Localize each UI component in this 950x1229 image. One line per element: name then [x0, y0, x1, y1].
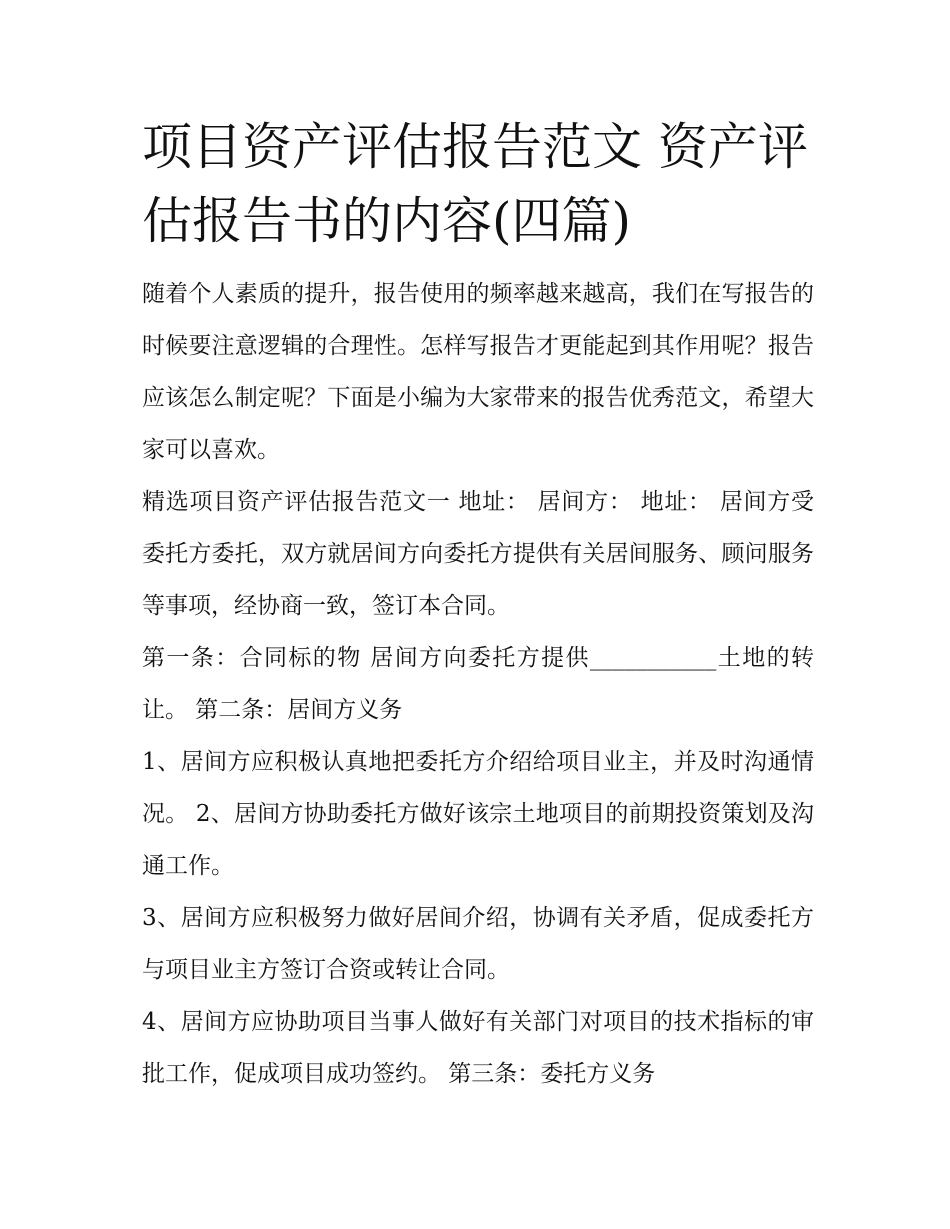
paragraph-clause-1-2: 1、居间方应积极认真地把委托方介绍给项目业主，并及时沟通情况。 2、居间方协助委托方做好该宗土地项目的前期投资策划及沟通工作。 [142, 749, 814, 879]
document-page [142, 110, 814, 1100]
paragraph-clause-3: 3、居间方应积极努力做好居间介绍，协调有关矛盾，促成委托方与项目业主方签订合资或转让合同。 [142, 905, 814, 983]
document-title: 项目资产评估报告范文 资产评估报告书的内容(四篇) [142, 118, 808, 250]
paragraph-clause-4: 4、居间方应协助项目当事人做好有关部门对项目的技术指标的审批工作，促成项目成功签约。 第三条：委托方义务 [142, 1009, 814, 1087]
document-body [142, 268, 814, 1100]
paragraph-article-one: 第一条：合同标的物 居间方向委托方提供___________土地的转让。 第二条：居间方义务 [142, 645, 814, 723]
paragraph-sample-one: 精选项目资产评估报告范文一 地址： 居间方： 地址： 居间方受委托方委托，双方就居间方向委托方提供有关居间服务、顾问服务等事项，经协商一致，签订本合同。 [142, 489, 814, 619]
paragraph-intro: 随着个人素质的提升，报告使用的频率越来越高，我们在写报告的时候要注意逻辑的合理性。怎样写报告才更能起到其作用呢？报告应该怎么制定呢？下面是小编为大家带来的报告优秀范文，希望大家可以喜欢。 [142, 281, 814, 463]
